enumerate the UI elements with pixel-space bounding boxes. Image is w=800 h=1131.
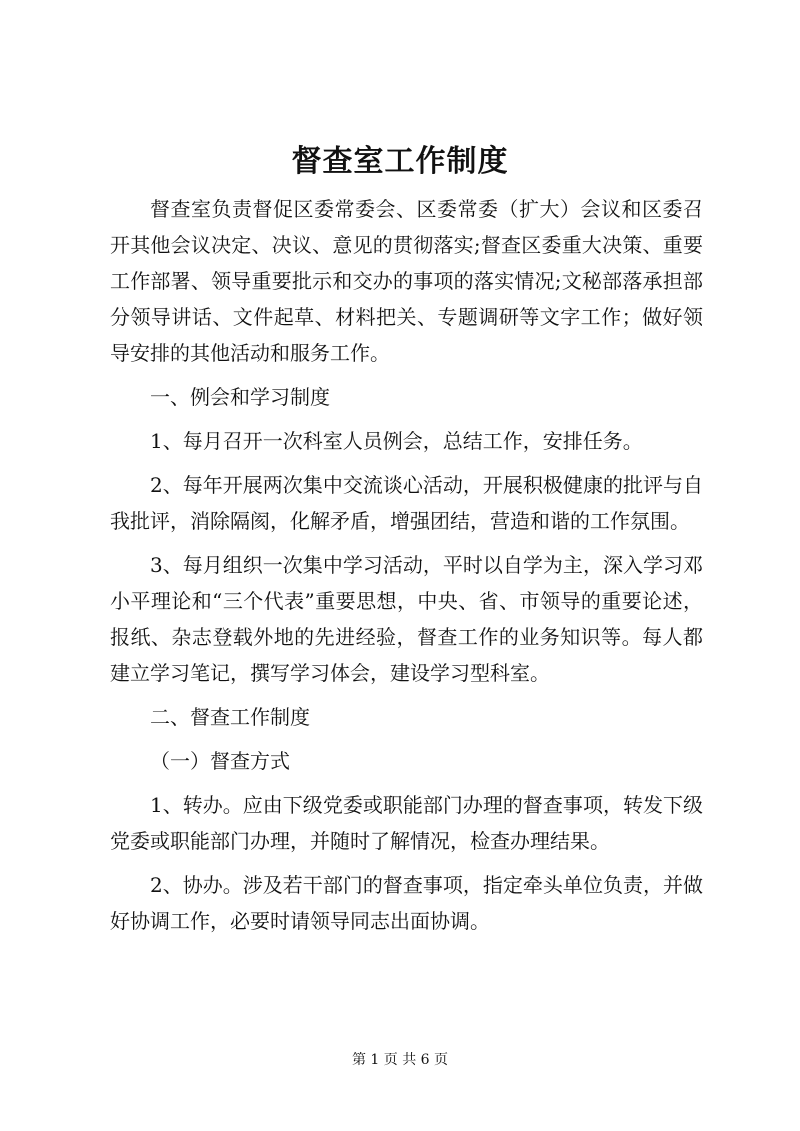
section-heading-meetings: 一、例会和学习制度 bbox=[150, 385, 330, 409]
subsection-heading-methods: （一）督查方式 bbox=[150, 749, 290, 773]
paragraph-intro: 督查室负责督促区委常委会、区委常委（扩大）会议和区委召开其他会议决定、决议、意见的贯彻落实;督查区委重大决策、重要工作部署、领导重要批示和交办的事项的落实情况;文秘部落承担部分领导讲话、文件起草、材料把关、专题调研等文字工作；做好领导安排的其他活动和服务工作。 bbox=[110, 197, 703, 365]
document-body bbox=[110, 191, 703, 947]
paragraph-item: 1、转办。应由下级党委或职能部门办理的督查事项，转发下级党委或职能部门办理，并随时了解情况，检查办理结果。 bbox=[110, 793, 703, 853]
paragraph-item: 2、协办。涉及若干部门的督查事项，指定牵头单位负责，并做好协调工作，必要时请领导同志出面协调。 bbox=[110, 873, 703, 933]
paragraph-item: 1、每月召开一次科室人员例会，总结工作，安排任务。 bbox=[150, 429, 643, 453]
paragraph-item: 3、每月组织一次集中学习活动，平时以自学为主，深入学习邓小平理论和“三个代表”重要思想，中央、省、市领导的重要论述，报纸、杂志登载外地的先进经验，督查工作的业务知识等。每人都建立学习笔记，撰写学习体会，建设学习型科室。 bbox=[110, 553, 703, 685]
section-heading-supervision: 二、督查工作制度 bbox=[150, 705, 310, 729]
document-title: 督查室工作制度 bbox=[291, 144, 509, 179]
paragraph-item: 2、每年开展两次集中交流谈心活动，开展积极健康的批评与自我批评，消除隔阂，化解矛盾，增强团结，营造和谐的工作氛围。 bbox=[110, 473, 703, 533]
page-footer: 第 1 页 共 6 页 bbox=[351, 1052, 449, 1068]
